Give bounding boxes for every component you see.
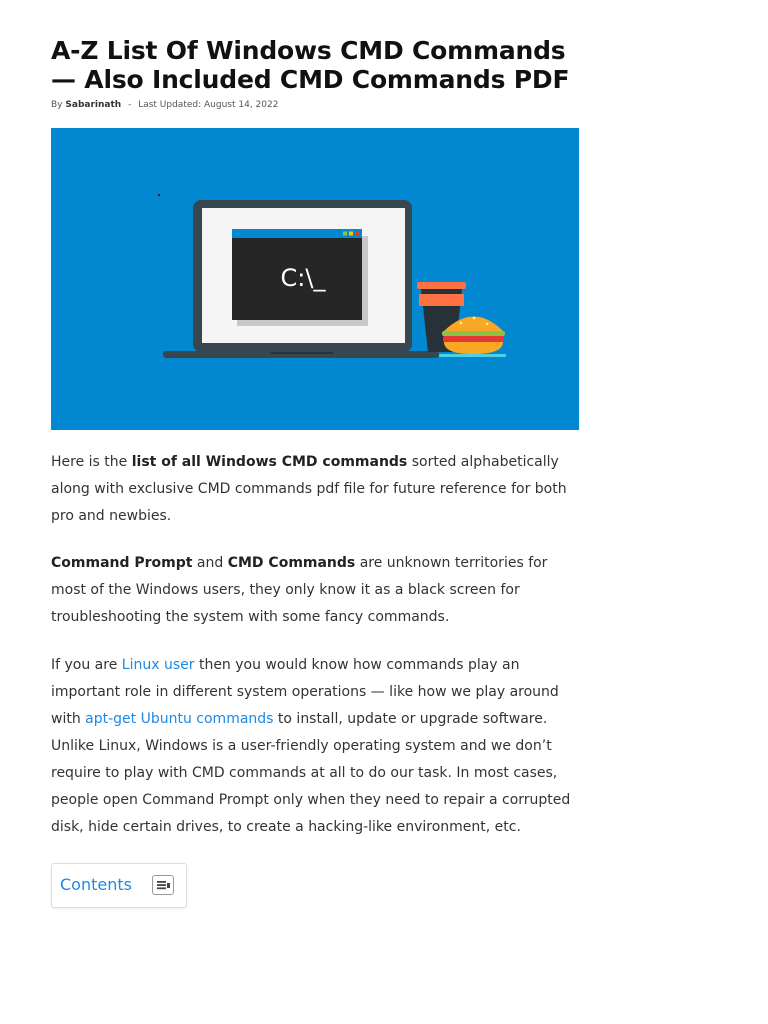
tray — [439, 354, 506, 357]
post-meta — [51, 99, 579, 111]
terminal-prompt-text: C:\_ — [280, 264, 326, 292]
terminal-titlebar — [232, 229, 362, 238]
meta-by: By — [51, 100, 63, 110]
sesame-seed — [460, 322, 463, 325]
hero-image — [51, 128, 579, 430]
meta-updated-label: Last Updated: — [138, 100, 202, 110]
meta-separator: - — [128, 100, 132, 110]
author-link[interactable]: Sabarinath — [65, 100, 122, 110]
p1-bold-1: list of all Windows CMD commands — [131, 454, 408, 470]
list-icon — [153, 876, 173, 894]
laptop-terminal-illustration — [51, 128, 579, 430]
window-dot-icon — [355, 232, 359, 236]
second-paragraph — [51, 550, 579, 631]
p1-text-2: sorted alphabetically along with exclusive CMD commands pdf file for future reference for both pro and newbies. — [51, 454, 567, 524]
list-toggle-icon[interactable] — [152, 875, 174, 895]
third-paragraph — [51, 652, 579, 841]
toc-title[interactable]: Contents — [60, 875, 132, 894]
sesame-seed — [473, 317, 476, 320]
page-title — [51, 36, 579, 94]
window-dot-icon — [349, 232, 353, 236]
cup-sleeve — [419, 294, 464, 306]
title-line-2: — Also Included CMD Commands PDF — [51, 65, 570, 94]
linux-user-link[interactable]: Linux user — [121, 657, 195, 673]
meta-updated-date: August 14, 2022 — [204, 100, 279, 110]
p2-bold-1: Command Prompt — [51, 555, 193, 571]
article — [51, 36, 579, 894]
window-dot-icon — [343, 232, 347, 236]
apt-get-commands-link[interactable]: apt-get Ubuntu commands — [85, 711, 274, 727]
p3-text-2: then you would know how commands play an important role in different system operations — like how we play around with — [51, 657, 559, 727]
burger-lettuce — [442, 331, 505, 336]
p1-text-1: Here is the — [51, 454, 132, 470]
intro-paragraph — [51, 449, 579, 530]
sesame-seed — [486, 323, 489, 326]
burger-patty — [443, 336, 504, 342]
p3-text-1: If you are — [51, 657, 122, 673]
p2-bold-2: CMD Commands — [227, 555, 356, 571]
burger-bun-bottom — [444, 342, 503, 354]
p2-text-1: and — [192, 555, 228, 571]
p2-text-2: are unknown territories for most of the Windows users, they only know it as a black screen for troubleshooting the system with some fancy commands. — [51, 555, 548, 625]
p3-text-3: to install, update or upgrade software. Unlike Linux, Windows is a user-friendly operating system and we don’t require to play with CMD commands at all to do our task. In most cases, people open Command Prompt only when they need to repair a corrupted disk, hide certain drives, to create a hacking-like environment, etc. — [51, 711, 571, 835]
table-of-contents — [51, 863, 187, 908]
dust-dot — [158, 194, 160, 196]
title-line-1: A-Z List Of Windows CMD Commands — [51, 36, 566, 65]
cup-lid — [417, 282, 466, 289]
